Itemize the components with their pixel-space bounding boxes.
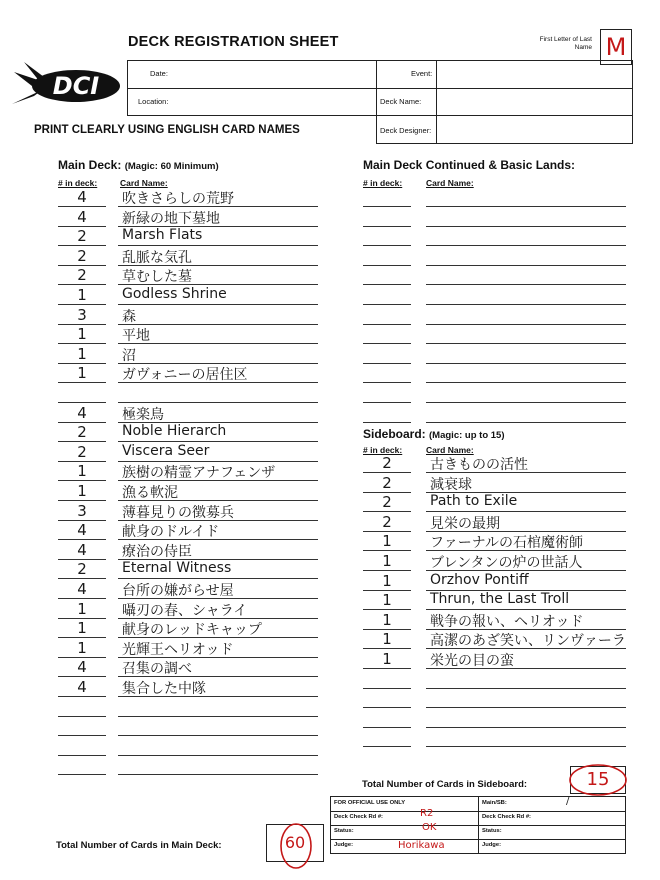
main-deck-row-card-name[interactable]: 台所の嫌がらせ屋 xyxy=(122,583,234,599)
sideboard-row-card-name[interactable]: 減衰球 xyxy=(430,476,472,493)
continued-row-qty-line xyxy=(363,284,411,285)
sideboard-row-qty[interactable]: 1 xyxy=(382,591,392,610)
main-deck-row-qty[interactable]: 1 xyxy=(77,344,87,363)
main-deck-row-qty[interactable]: 1 xyxy=(77,482,87,500)
deck-designer-field[interactable] xyxy=(440,120,630,140)
main-deck-row-card-name[interactable]: Marsh Flats xyxy=(122,227,203,244)
main-deck-row-card-name[interactable]: 集合した中隊 xyxy=(122,681,206,697)
judge-1-label: Judge: xyxy=(334,842,354,848)
main-deck-row-qty[interactable]: 2 xyxy=(77,442,87,461)
continued-name-header: Card Name: xyxy=(426,178,474,188)
continued-qty-header: # in deck: xyxy=(363,178,403,188)
main-deck-row-card-name[interactable]: 献身のドルイド xyxy=(122,524,220,541)
sideboard-row-card-name[interactable]: 栄光の目の蛮 xyxy=(430,653,514,669)
logo-text: DCI xyxy=(52,72,100,100)
sheet-title: DECK REGISTRATION SHEET xyxy=(128,34,339,50)
event-field[interactable] xyxy=(440,64,630,84)
sideboard-qty-header: # in deck: xyxy=(363,445,403,455)
main-deck-row-qty[interactable]: 3 xyxy=(77,305,87,324)
sideboard-row-qty-line xyxy=(363,707,411,708)
first-letter-value: M xyxy=(605,33,627,61)
sideboard-total-label: Total Number of Cards in Sideboard: xyxy=(362,779,528,790)
main-deck-row-qty[interactable]: 4 xyxy=(77,540,87,559)
deck-name-label: Deck Name: xyxy=(380,97,422,106)
continued-row-name-line xyxy=(426,284,626,285)
deck-check-2-label: Deck Check Rd #: xyxy=(482,814,531,820)
continued-row-qty-line xyxy=(363,245,411,246)
sideboard-row-name-line xyxy=(426,746,626,747)
sideboard-row-card-name[interactable]: Path to Exile xyxy=(430,493,518,510)
main-deck-row-qty-line xyxy=(58,755,106,756)
main-deck-row-qty[interactable]: 4 xyxy=(77,207,87,226)
sideboard-row-qty[interactable]: 1 xyxy=(382,552,392,570)
main-deck-row-card-name[interactable]: Viscera Seer xyxy=(122,442,210,459)
sideboard-row-name-line xyxy=(426,707,626,708)
sideboard-row-qty[interactable]: 2 xyxy=(382,512,392,531)
main-deck-row-qty[interactable]: 1 xyxy=(77,286,87,304)
sideboard-row-card-name[interactable]: Orzhov Pontiff xyxy=(430,571,529,588)
continued-row-name-line xyxy=(426,402,626,403)
main-deck-row-name-line xyxy=(118,755,318,756)
event-label: Event: xyxy=(411,69,433,78)
sideboard-total-circle xyxy=(565,762,631,798)
main-deck-row-card-name[interactable]: 極楽鳥 xyxy=(122,406,164,423)
main-deck-row-qty[interactable]: 2 xyxy=(77,560,87,579)
sideboard-row-qty[interactable]: 2 xyxy=(382,493,392,512)
continued-row-name-line xyxy=(426,363,626,364)
sideboard-row-qty[interactable]: 2 xyxy=(382,454,392,472)
continued-row-qty-line xyxy=(363,324,411,325)
sideboard-title: Sideboard: (Magic: up to 15) xyxy=(363,427,505,441)
judge-name-note: Horikawa xyxy=(398,840,445,851)
continued-row-qty-line xyxy=(363,206,411,207)
sideboard-name-header: Card Name: xyxy=(426,445,474,455)
status-1-label: Status: xyxy=(334,828,354,834)
main-deck-row-card-name[interactable]: 召集の調べ xyxy=(122,661,192,678)
main-deck-row-card-name[interactable]: 吹きさらしの荒野 xyxy=(122,191,234,207)
main-deck-row-qty-line xyxy=(58,735,106,736)
deck-name-field[interactable] xyxy=(440,92,630,112)
sideboard-row-qty[interactable]: 1 xyxy=(382,610,392,629)
sideboard-row-card-name[interactable]: Thrun, the Last Troll xyxy=(430,591,570,608)
main-deck-row-card-name[interactable]: 平地 xyxy=(122,328,150,345)
continued-row-qty-line xyxy=(363,363,411,364)
judge-2-label: Judge: xyxy=(482,842,502,848)
main-deck-row-card-name[interactable]: 療治の侍臣 xyxy=(122,543,192,560)
main-deck-row-qty[interactable]: 4 xyxy=(77,678,87,696)
date-label: Date: xyxy=(150,69,168,78)
main-deck-row-card-name[interactable]: 新緑の地下墓地 xyxy=(122,210,220,227)
main-deck-row-qty[interactable]: 1 xyxy=(77,462,87,481)
continued-row-qty-line xyxy=(363,304,411,305)
continued-row-name-line xyxy=(426,245,626,246)
continued-row-qty-line xyxy=(363,343,411,344)
main-deck-total-value: 60 xyxy=(284,833,306,852)
date-field[interactable] xyxy=(182,64,372,84)
sideboard-row-qty-line xyxy=(363,668,411,669)
main-deck-row-qty[interactable]: 1 xyxy=(77,325,87,344)
main-deck-row-qty[interactable]: 2 xyxy=(77,266,87,285)
main-deck-row-qty[interactable]: 1 xyxy=(77,364,87,383)
main-deck-row-card-name[interactable]: 乱脈な気孔 xyxy=(122,249,192,266)
continued-row-name-line xyxy=(426,343,626,344)
sideboard-row-card-name[interactable]: 高潔のあざ笑い、リンヴァーラ xyxy=(430,633,626,650)
main-deck-row-qty-line xyxy=(58,774,106,775)
continued-row-name-line xyxy=(426,382,626,383)
main-deck-row-qty[interactable]: 4 xyxy=(77,580,87,598)
continued-row-name-line xyxy=(426,324,626,325)
main-deck-row-qty[interactable]: 1 xyxy=(77,599,87,618)
main-deck-name-header: Card Name: xyxy=(120,178,168,188)
sideboard-row-card-name[interactable]: ファーナルの石棺魔術師 xyxy=(430,535,584,552)
main-deck-row-qty[interactable]: 3 xyxy=(77,501,87,520)
sideboard-row-qty-line xyxy=(363,727,411,728)
continued-row-qty-line xyxy=(363,422,411,423)
sideboard-row-card-name[interactable]: ブレンタンの炉の世話人 xyxy=(430,555,583,571)
deck-check-status-note: OK xyxy=(422,822,437,833)
main-deck-row-card-name[interactable]: Godless Shrine xyxy=(122,286,227,302)
sideboard-row-name-line xyxy=(426,688,626,689)
continued-row-qty-line xyxy=(363,265,411,266)
main-deck-row-name-line xyxy=(118,735,318,736)
print-clearly-instruction: PRINT CLEARLY USING ENGLISH CARD NAMES xyxy=(34,124,300,136)
sideboard-row-card-name[interactable]: 古きものの活性 xyxy=(430,457,528,473)
main-deck-row-qty[interactable]: 2 xyxy=(77,227,87,246)
sideboard-row-qty-line xyxy=(363,688,411,689)
main-deck-row-qty[interactable]: 1 xyxy=(77,638,87,657)
main-deck-row-qty[interactable]: 4 xyxy=(77,521,87,540)
sideboard-row-card-name[interactable]: 戦争の報い、ヘリオッド xyxy=(430,613,584,630)
sideboard-row-card-name[interactable]: 見栄の最期 xyxy=(430,515,500,532)
main-deck-row-card-name[interactable]: 森 xyxy=(122,308,136,325)
main-deck-row-card-name[interactable]: ガヴォニーの居住区 xyxy=(122,367,248,384)
first-letter-label: First Letter of Last Name xyxy=(539,36,592,51)
main-deck-row-card-name[interactable]: 囁刃の春、シャライ xyxy=(122,602,248,619)
location-label: Location: xyxy=(138,97,169,106)
continued-title: Main Deck Continued & Basic Lands: xyxy=(363,158,576,172)
main-deck-total-circle xyxy=(276,820,316,874)
main-deck-row-card-name[interactable]: 草むした墓 xyxy=(122,269,192,286)
main-deck-row-card-name[interactable]: 沼 xyxy=(122,347,136,364)
continued-row-qty-line xyxy=(363,226,411,227)
main-deck-row-card-name[interactable]: 献身のレッドキャップ xyxy=(122,622,262,639)
main-deck-total-label: Total Number of Cards in Main Deck: xyxy=(56,840,222,851)
deck-check-round-note: R2 xyxy=(420,808,434,819)
deck-check-1-label: Deck Check Rd #: xyxy=(334,814,383,820)
main-sb-value: / xyxy=(566,796,570,807)
main-deck-row-qty[interactable]: 2 xyxy=(77,423,87,442)
sideboard-row-qty[interactable]: 1 xyxy=(382,532,392,551)
main-deck-row-qty[interactable]: 4 xyxy=(77,403,87,422)
dci-logo xyxy=(10,60,122,110)
main-deck-row-qty-line xyxy=(58,716,106,717)
status-2-label: Status: xyxy=(482,828,502,834)
main-deck-qty-header: # in deck: xyxy=(58,178,98,188)
main-deck-title: Main Deck: (Magic: 60 Minimum) xyxy=(58,158,219,172)
continued-row-name-line xyxy=(426,422,626,423)
continued-row-qty-line xyxy=(363,402,411,403)
sideboard-row-qty[interactable]: 1 xyxy=(382,571,392,590)
main-deck-row-qty-line xyxy=(58,696,106,697)
main-deck-row-qty[interactable]: 4 xyxy=(77,658,87,677)
sideboard-row-qty[interactable]: 2 xyxy=(382,473,392,492)
main-deck-row-card-name[interactable]: 漁る軟泥 xyxy=(122,485,178,501)
main-deck-row-name-line xyxy=(118,304,318,305)
main-deck-row-qty[interactable]: 4 xyxy=(77,188,87,206)
sideboard-row-qty[interactable]: 1 xyxy=(382,630,392,649)
main-deck-row-qty[interactable]: 2 xyxy=(77,246,87,265)
deck-designer-label: Deck Designer: xyxy=(380,126,432,135)
main-deck-row-card-name[interactable]: Eternal Witness xyxy=(122,560,232,577)
continued-row-name-line xyxy=(426,206,626,207)
location-field[interactable] xyxy=(182,92,372,112)
main-sb-label: Main/SB: xyxy=(482,800,507,806)
sideboard-total-value: 15 xyxy=(586,769,610,790)
main-deck-row-card-name[interactable]: 光輝王ヘリオッド xyxy=(122,641,234,658)
main-deck-row-name-line xyxy=(118,716,318,717)
continued-row-qty-line xyxy=(363,382,411,383)
continued-row-name-line xyxy=(426,265,626,266)
sideboard-row-qty-line xyxy=(363,746,411,747)
main-deck-row-name-line xyxy=(118,774,318,775)
main-deck-row-qty[interactable]: 1 xyxy=(77,619,87,638)
main-deck-row-card-name[interactable]: Noble Hierarch xyxy=(122,423,227,440)
official-use-title: FOR OFFICIAL USE ONLY xyxy=(334,800,406,806)
main-deck-row-qty-line xyxy=(58,382,106,383)
main-deck-row-card-name[interactable]: 薄暮見りの徴募兵 xyxy=(122,504,234,521)
sideboard-row-name-line xyxy=(426,727,626,728)
main-deck-row-card-name[interactable]: 族樹の精霊アナフェンザ xyxy=(122,465,276,482)
continued-row-name-line xyxy=(426,226,626,227)
continued-row-name-line xyxy=(426,304,626,305)
sideboard-row-qty[interactable]: 1 xyxy=(382,650,392,668)
